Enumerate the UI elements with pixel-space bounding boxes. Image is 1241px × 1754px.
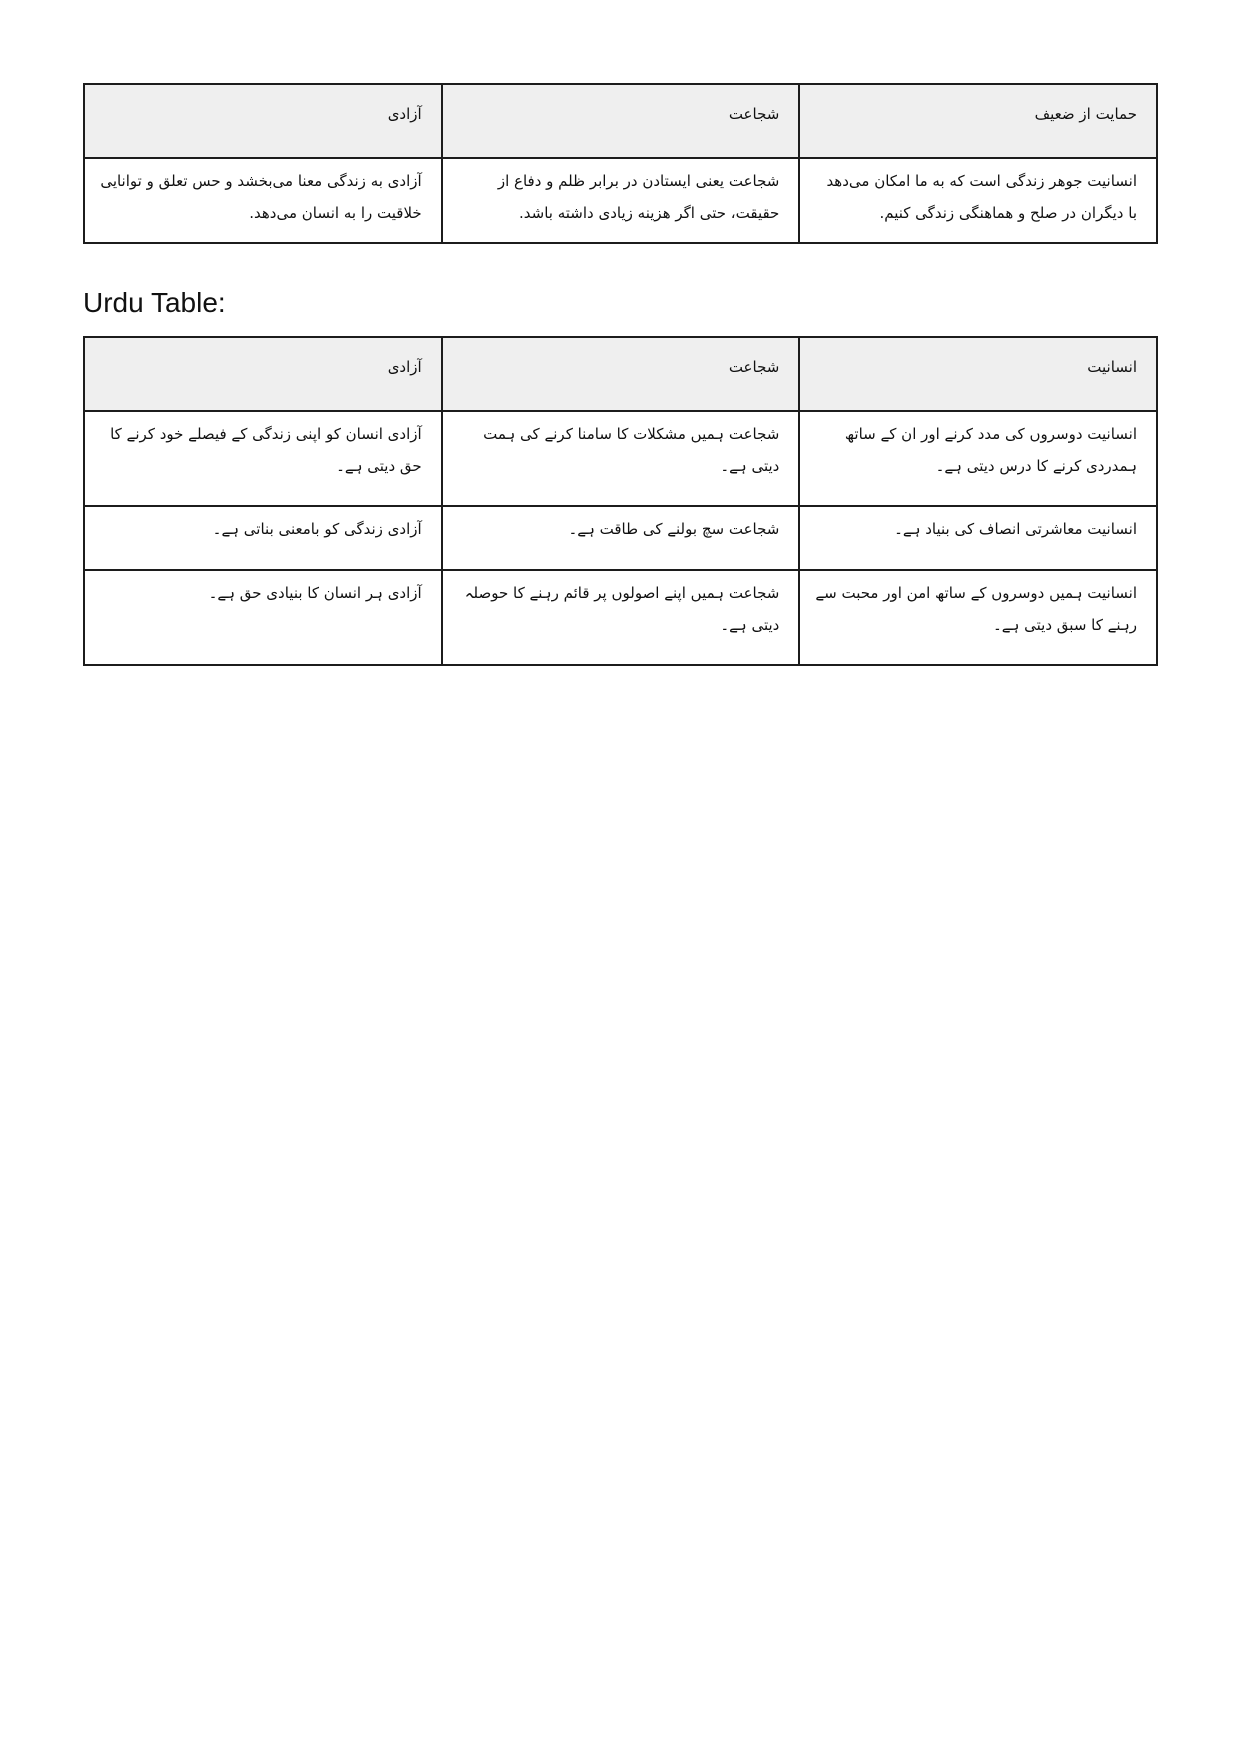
table-cell: آزادی زندگی کو بامعنی بناتی ہے۔	[84, 506, 442, 570]
table-header-row	[84, 84, 1157, 158]
table-cell: شجاعت یعنی ایستادن در برابر ظلم و دفاع از حقیقت، حتی اگر هزینه زیادی داشته باشد.	[442, 158, 800, 243]
table-cell: آزادی ہر انسان کا بنیادی حق ہے۔	[84, 570, 442, 665]
table-cell: شجاعت ہمیں اپنے اصولوں پر قائم رہنے کا حوصلہ دیتی ہے۔	[442, 570, 800, 665]
table-header-row	[84, 337, 1157, 411]
header-cell: حمایت از ضعیف	[799, 84, 1157, 158]
table-cell: شجاعت ہمیں مشکلات کا سامنا کرنے کی ہمت دیتی ہے۔	[442, 411, 800, 506]
persian-table	[83, 83, 1158, 244]
table-cell: آزادی به زندگی معنا می‌بخشد و حس تعلق و توانایی خلاقیت را به انسان می‌دهد.	[84, 158, 442, 243]
table-cell: انسانیت دوسروں کی مدد کرنے اور ان کے ساتھ ہمدردی کرنے کا درس دیتی ہے۔	[799, 411, 1157, 506]
urdu-table-heading: Urdu Table:	[83, 287, 226, 318]
header-cell: شجاعت	[442, 84, 800, 158]
header-cell: آزادی	[84, 84, 442, 158]
header-cell: شجاعت	[442, 337, 800, 411]
table-row	[84, 411, 1157, 506]
table-cell: انسانیت جوهر زندگی است که به ما امکان می‌دهد با دیگران در صلح و هماهنگی زندگی کنیم.	[799, 158, 1157, 243]
urdu-table	[83, 336, 1158, 666]
table-row	[84, 506, 1157, 570]
table-cell: آزادی انسان کو اپنی زندگی کے فیصلے خود کرنے کا حق دیتی ہے۔	[84, 411, 442, 506]
table-cell: شجاعت سچ بولنے کی طاقت ہے۔	[442, 506, 800, 570]
header-cell: آزادی	[84, 337, 442, 411]
header-cell: انسانیت	[799, 337, 1157, 411]
table-cell: انسانیت معاشرتی انصاف کی بنیاد ہے۔	[799, 506, 1157, 570]
table-cell: انسانیت ہمیں دوسروں کے ساتھ امن اور محبت سے رہنے کا سبق دیتی ہے۔	[799, 570, 1157, 665]
table-row	[84, 570, 1157, 665]
table-row	[84, 158, 1157, 243]
